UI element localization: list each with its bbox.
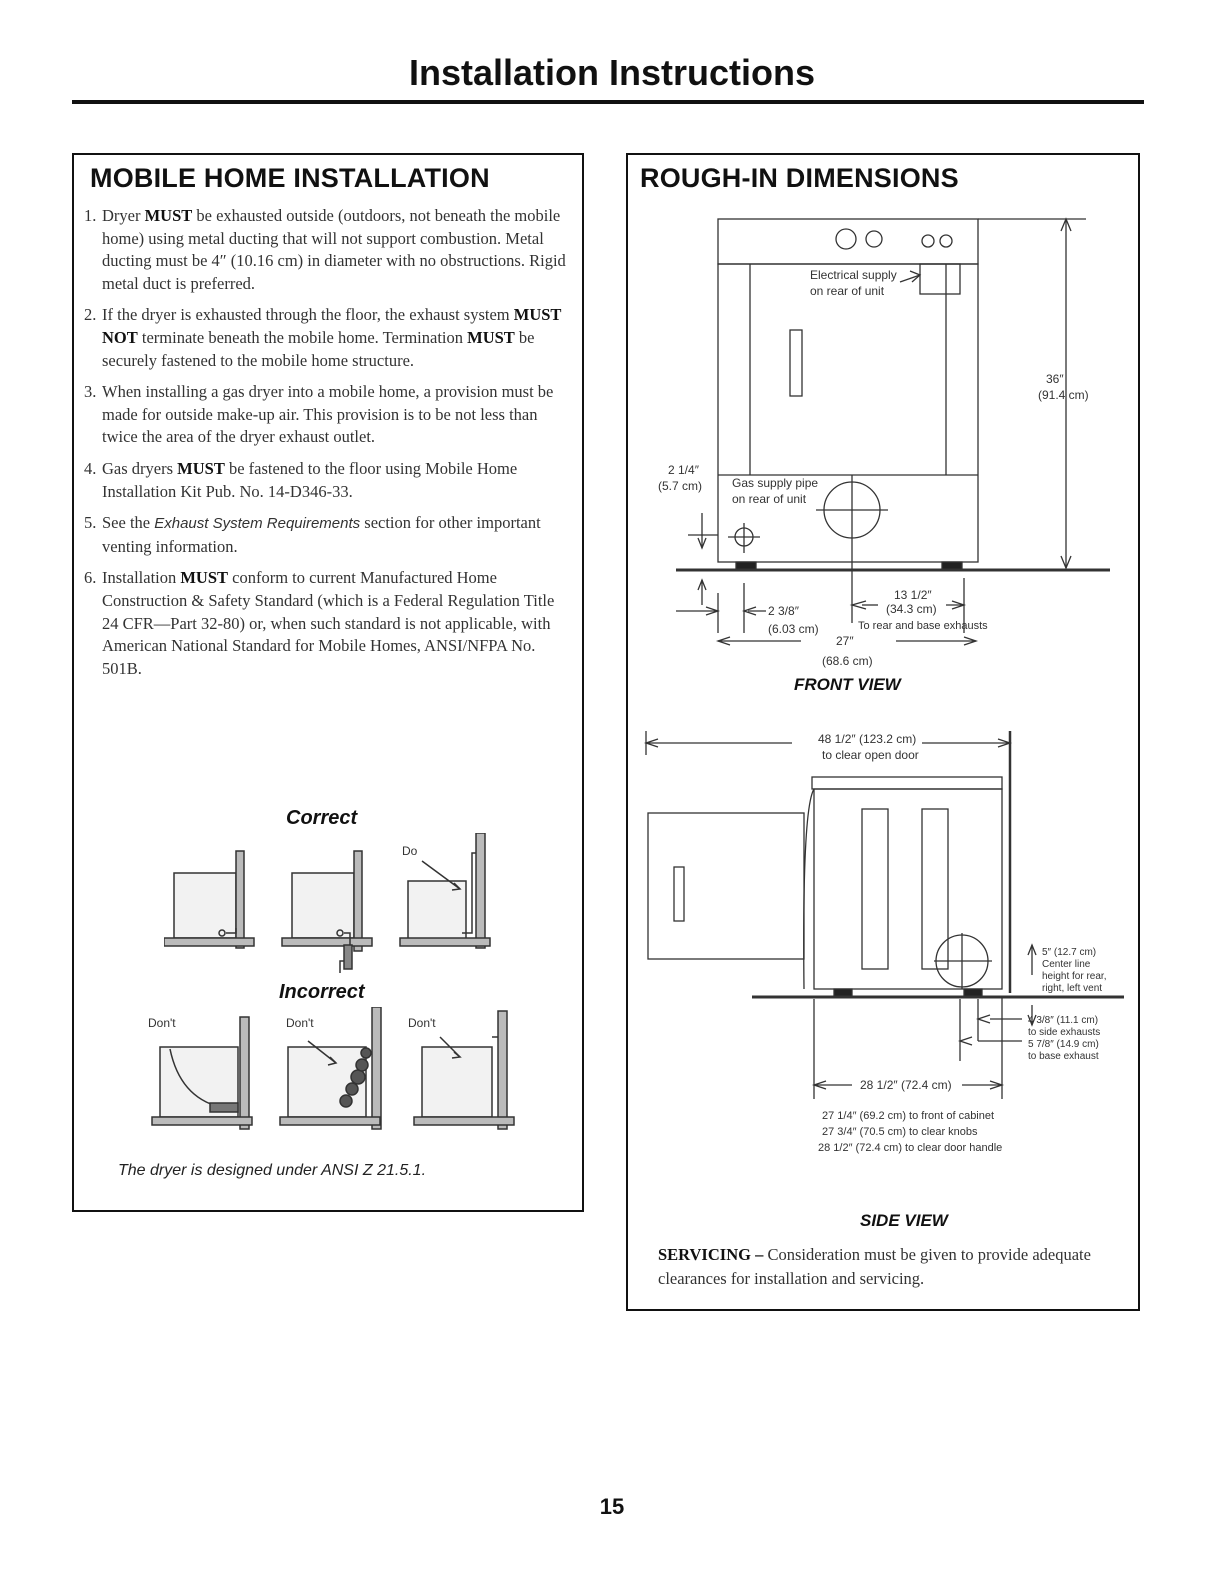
side-exhaust-dimension: 4 3/8″ (11.1 cm) (1028, 1015, 1099, 1026)
title-rule (72, 100, 1144, 104)
door-handle (790, 330, 802, 396)
centerline-note-2: right, left vent (1042, 983, 1103, 994)
depth-note-handle: 28 1/2″ (72.4 cm) to clear door handle (818, 1142, 1003, 1154)
offset-dimension: 2 3/8″ (768, 604, 799, 618)
correct-diagram-1 (164, 851, 254, 948)
centerline-label: Center line (1042, 959, 1091, 970)
gas-height-metric: (5.7 cm) (658, 479, 703, 493)
correct-heading: Correct (286, 807, 358, 829)
instruction-item: 1. Dryer MUST be exhausted outside (outdoors, not beneath the mobile home) using metal ducting that will not support combustion. Metal ducting must be 4″ (10.16 cm) in diameter with no obstructions. Rigid metal duct is preferred. (84, 206, 566, 293)
depth-note-knobs: 27 3/4″ (70.5 cm) to clear knobs (822, 1126, 978, 1138)
dont-label-2: Don't (286, 1016, 314, 1030)
base-exhaust-dimension: 5 7/8″ (14.9 cm) (1028, 1039, 1099, 1050)
dryer-side-body (814, 789, 1002, 989)
side-view-label: SIDE VIEW (860, 1211, 948, 1230)
mobile-home-panel (72, 153, 584, 1212)
instruction-item: 5. See the Exhaust System Requirements section for other important venting information. (84, 513, 541, 556)
dryer-top (812, 777, 1002, 789)
centerline-dimension: 5″ (12.7 cm) (1042, 947, 1097, 958)
depth-note-cabinet: 27 1/4″ (69.2 cm) to front of cabinet (822, 1110, 995, 1122)
base-exhaust-note: to base exhaust (1028, 1051, 1099, 1062)
page-number: 15 (599, 1494, 625, 1519)
correct-diagram-2 (282, 851, 372, 973)
instruction-item: 3. When installing a gas dryer into a mobile home, a provision must be made for outside make-up air. This provision is to be not less than twice the area of the dryer exhaust outlet. (84, 382, 554, 447)
front-view-label: FRONT VIEW (794, 675, 901, 694)
height-dimension-metric: (91.4 cm) (1038, 388, 1089, 402)
exhaust-dimension: 13 1/2″ (894, 588, 932, 602)
offset-dimension-metric: (6.03 cm) (768, 622, 819, 636)
page-title: Installation Instructions (408, 52, 816, 93)
instruction-item: 6. Installation MUST conform to current Manufactured Home Construction & Safety Standard (which is a Federal Regulation Title 24 CFR—Part 32-80) or, when such standard is not applicable, with American National Standard for Mobile Homes, ANSI/NFPA No. 501B. (84, 568, 555, 678)
incorrect-diagram-1 (152, 1017, 252, 1129)
instruction-item: 2. If the dryer is exhausted through the floor, the exhaust system MUST NOT terminate beneath the mobile home. Termination MUST be securely fastened to the mobile home structure. (84, 305, 562, 370)
height-dimension: 36″ (1046, 372, 1064, 386)
side-view-diagram (642, 729, 1132, 1199)
side-panel-slot-2 (922, 809, 948, 969)
side-door-handle (674, 867, 684, 921)
dont-label-1: Don't (148, 1016, 176, 1030)
side-exhaust-note: to side exhausts (1028, 1027, 1101, 1038)
gas-supply-label: Gas supply pipe (732, 476, 819, 490)
clear-door-dimension: 48 1/2″ (123.2 cm) (818, 732, 917, 746)
do-label: Do (402, 844, 418, 858)
exhaust-dimension-metric: (34.3 cm) (886, 602, 937, 616)
gas-height-dimension: 2 1/4″ (668, 463, 699, 477)
centerline-note: height for rear, (1042, 971, 1107, 982)
servicing-note: SERVICING – Consideration must be given to provide adequate clearances for installation and servicing. (658, 1245, 1091, 1288)
incorrect-venting-diagram (140, 1007, 520, 1137)
rough-in-heading: ROUGH-IN DIMENSIONS (640, 163, 959, 193)
instruction-list (84, 205, 574, 689)
open-door (648, 813, 804, 959)
electrical-supply-label: Electrical supply (810, 268, 897, 282)
dryer-control-panel (718, 219, 978, 264)
electrical-supply-box (920, 264, 960, 294)
rough-in-panel (626, 153, 1140, 1311)
side-panel-slot-1 (862, 809, 888, 969)
exhaust-dimension-note: To rear and base exhausts (858, 620, 988, 632)
dont-label-3: Don't (408, 1016, 436, 1030)
incorrect-heading: Incorrect (279, 981, 365, 1003)
electrical-supply-label-2: on rear of unit (810, 284, 885, 298)
dryer-cabinet (718, 264, 978, 562)
gas-supply-label-2: on rear of unit (732, 492, 807, 506)
width-dimension-metric: (68.6 cm) (822, 654, 873, 668)
ansi-caption: The dryer is designed under ANSI Z 21.5.1. (118, 1162, 427, 1179)
width-dimension: 27″ (836, 634, 854, 648)
mobile-home-heading: MOBILE HOME INSTALLATION (90, 163, 490, 193)
clear-door-note: to clear open door (822, 748, 919, 762)
correct-venting-diagram (164, 833, 504, 978)
instruction-item: 4. Gas dryers MUST be fastened to the floor using Mobile Home Installation Kit Pub. No. 14-D346-33. (84, 458, 518, 501)
depth-dimension: 28 1/2″ (72.4 cm) (860, 1078, 952, 1092)
front-view-diagram (646, 213, 1126, 673)
